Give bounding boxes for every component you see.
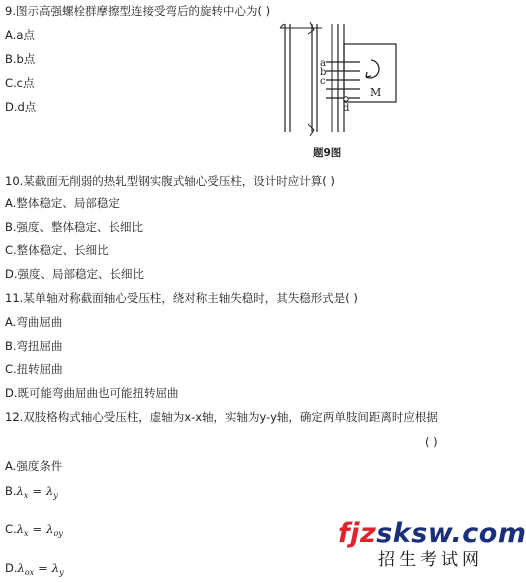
q12-option-a: A.强度条件 [5,459,63,473]
lambda-symbol: λ [46,484,54,498]
q9-option-a: A.a点 [5,28,35,42]
q12-option-c [5,522,63,541]
q9-option-b: B.b点 [5,52,36,66]
watermark-domain-red: fjz [338,518,377,549]
q12-stem: 12.双肢格构式轴心受压柱，虚轴为x-x轴，实轴为y-y轴，确定两单肢间距离时应根据 [5,410,438,424]
bolt-group-figure [270,20,430,165]
q9-option-c: C.c点 [5,76,35,90]
q12-option-b-prefix: B. [5,484,17,498]
equals-sign: = [32,484,42,498]
subscript: oy [53,529,63,538]
watermark-domain [338,519,526,549]
q9-option-d: D.d点 [5,100,37,114]
subscript: y [53,491,58,500]
site-watermark [338,519,526,571]
point-a-label: a [320,58,326,69]
lambda-symbol: λ [51,561,60,575]
q10-option-d: D.强度、局部稳定、长细比 [5,267,145,281]
q11-stem: 11.某单轴对称截面轴心受压柱，绕对称主轴失稳时，其失稳形式是( ) [5,291,358,305]
q12-option-d-prefix: D. [5,561,18,575]
watermark-tagline: 招生考试网 [378,550,483,570]
equals-sign: = [38,561,48,575]
moment-label: M [370,86,382,99]
equals-sign: = [32,522,43,536]
figure-caption: 题9图 [313,147,342,159]
q10-option-a: A.整体稳定、局部稳定 [5,196,120,210]
q12-option-d [5,561,64,580]
point-b-label: b [320,67,327,78]
point-d-label: d [343,103,350,114]
q12-option-c-prefix: C. [5,522,17,536]
q11-option-d: D.既可能弯曲屈曲也可能扭转屈曲 [5,386,179,400]
q10-stem: 10.某截面无削弱的热轧型钢实腹式轴心受压柱，设计时应计算( ) [5,174,335,188]
lambda-symbol: λ [16,484,24,498]
q12-option-c-formula [17,522,63,536]
q9-stem: 9.图示高强螺栓群摩擦型连接受弯后的旋转中心为( ) [5,4,271,18]
lambda-symbol: λ [17,561,25,575]
point-c-label: c [320,76,326,87]
q11-option-a: A.弯曲屈曲 [5,315,63,329]
q11-option-b: B.弯扭屈曲 [5,339,63,353]
q12-answer-paren: ( ) [425,435,438,449]
subscript: y [59,568,64,577]
q10-option-b: B.强度、整体稳定、长细比 [5,220,144,234]
q12-option-b [5,484,58,503]
lambda-symbol: λ [16,522,24,536]
q10-option-c: C.整体稳定、长细比 [5,243,109,257]
q12-option-b-formula [17,484,58,498]
lambda-symbol: λ [46,522,54,536]
bolt-group-drawing [270,20,430,145]
q12-option-d-formula [18,561,64,575]
q11-option-c: C.扭转屈曲 [5,362,63,376]
subscript: x [23,529,29,538]
watermark-domain-blue: sksw.com [376,518,526,549]
subscript: ox [24,568,35,577]
subscript: x [23,491,29,500]
